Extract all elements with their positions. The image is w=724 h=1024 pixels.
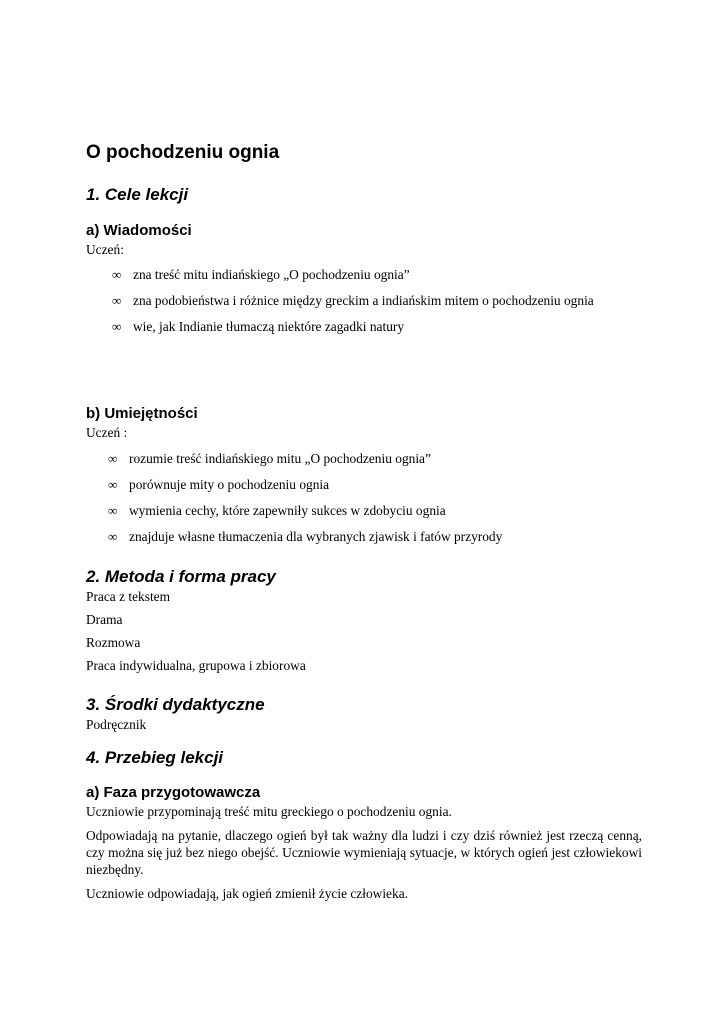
section-2-line: Praca indywidualna, grupowa i zbiorowa (86, 658, 306, 673)
infinity-bullet-icon: ∞ (108, 503, 118, 518)
list-item: ∞ zna podobieństwa i różnice między greckim a indiańskim mitem o pochodzeniu ognia (112, 293, 594, 308)
list-item: ∞ zna treść mitu indiańskiego „O pochodzeniu ognia” (112, 267, 410, 282)
infinity-bullet-icon: ∞ (108, 529, 118, 544)
section-4a-paragraph: Odpowiadają na pytanie, dlaczego ogień był tak ważny dla ludzi i czy dziś również jest rzeczą cenną, czy można się już bez niego obejść. Uczniowie wymieniają sytuacje, w których ogień jest człowiekowi niezbędny. (86, 828, 642, 877)
list-item: ∞ wymienia cechy, które zapewniły sukces w zdobyciu ognia (108, 503, 446, 518)
infinity-bullet-icon: ∞ (108, 477, 118, 492)
infinity-bullet-icon: ∞ (112, 267, 122, 282)
section-2-line: Praca z tekstem (86, 589, 171, 604)
section-1b-intro: Uczeń : (86, 425, 128, 440)
section-4-heading: 4. Przebieg lekcji (86, 748, 224, 767)
section-2-heading: 2. Metoda i forma pracy (86, 567, 276, 586)
section-1a-heading: a) Wiadomości (86, 222, 192, 239)
section-3-heading: 3. Środki dydaktyczne (86, 695, 265, 714)
section-1a-list (86, 266, 642, 335)
section-4a-paragraph: Uczniowie odpowiadają, jak ogień zmienił życie człowieka. (86, 886, 408, 901)
document-page (86, 140, 642, 909)
section-4a-paragraph: Uczniowie przypominają treść mitu greckiego o pochodzeniu ognia. (86, 804, 452, 819)
section-2-line: Rozmowa (86, 635, 141, 650)
section-1a-intro: Uczeń: (86, 242, 124, 257)
section-1b-heading: b) Umiejętności (86, 405, 198, 422)
infinity-bullet-icon: ∞ (112, 293, 122, 308)
section-1-heading: 1. Cele lekcji (86, 185, 189, 204)
section-4a-heading: a) Faza przygotowawcza (86, 784, 261, 801)
section-1b-list (86, 450, 642, 545)
section-3-line: Podręcznik (86, 717, 147, 732)
list-item: ∞ porównuje mity o pochodzeniu ognia (108, 477, 330, 492)
section-2-line: Drama (86, 612, 123, 627)
infinity-bullet-icon: ∞ (108, 451, 118, 466)
infinity-bullet-icon: ∞ (112, 319, 122, 334)
list-item: ∞ wie, jak Indianie tłumaczą niektóre zagadki natury (112, 319, 405, 334)
list-item: ∞ znajduje własne tłumaczenia dla wybranych zjawisk i fatów przyrody (108, 529, 503, 544)
document-title: O pochodzeniu ognia (86, 142, 280, 163)
list-item: ∞ rozumie treść indiańskiego mitu „O pochodzeniu ognia” (108, 451, 431, 466)
